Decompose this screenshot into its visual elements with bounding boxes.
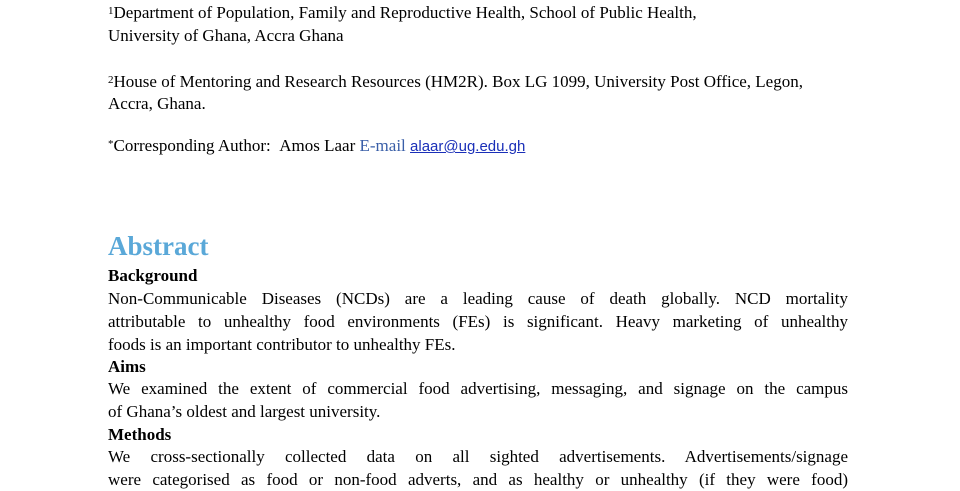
- affiliation-2-line-2: Accra, Ghana.: [108, 94, 206, 113]
- section-heading-background: Background: [108, 266, 198, 285]
- affiliation-1-marker: 1: [108, 5, 114, 17]
- corresponding-name: Amos Laar: [279, 136, 356, 155]
- background-line-2: attributable to unhealthy food environments (FEs) is significant. Heavy marketing of unhealthy: [108, 312, 848, 331]
- corresponding-marker: *: [108, 138, 114, 150]
- email-link[interactable]: alaar@ug.edu.gh: [410, 138, 526, 155]
- aims-line-1: We examined the extent of commercial food advertising, messaging, and signage on the campus: [108, 379, 848, 398]
- background-line-3: foods is an important contributor to unhealthy FEs.: [108, 335, 456, 354]
- background-line-1: Non-Communicable Diseases (NCDs) are a leading cause of death globally. NCD mortality: [108, 289, 848, 308]
- affiliation-2-marker: 2: [108, 74, 114, 86]
- aims-line-2: of Ghana’s oldest and largest university.: [108, 402, 381, 421]
- methods-line-2: were categorised as food or non-food adverts, and as healthy or unhealthy (if they were food): [108, 470, 848, 489]
- methods-line-1: We cross-sectionally collected data on all sighted advertisements. Advertisements/signage: [108, 447, 848, 466]
- affiliation-1-line-2: University of Ghana, Accra Ghana: [108, 26, 344, 45]
- email-label: E-mail: [359, 136, 406, 155]
- corresponding-label: Corresponding Author:: [113, 136, 271, 155]
- section-heading-methods: Methods: [108, 425, 172, 444]
- affiliation-1-line-1: $^1$Department of Population, Family and Reproductive Health, School of Public Health,: [108, 3, 697, 22]
- section-heading-aims: Aims: [108, 357, 146, 376]
- corresponding-author: [108, 135, 525, 158]
- affiliation-2-line-1: $^2$House of Mentoring and Research Resources (HM2R). Box LG 1099, University Post Office, Legon,: [108, 72, 803, 91]
- abstract-heading: Abstract: [108, 231, 209, 261]
